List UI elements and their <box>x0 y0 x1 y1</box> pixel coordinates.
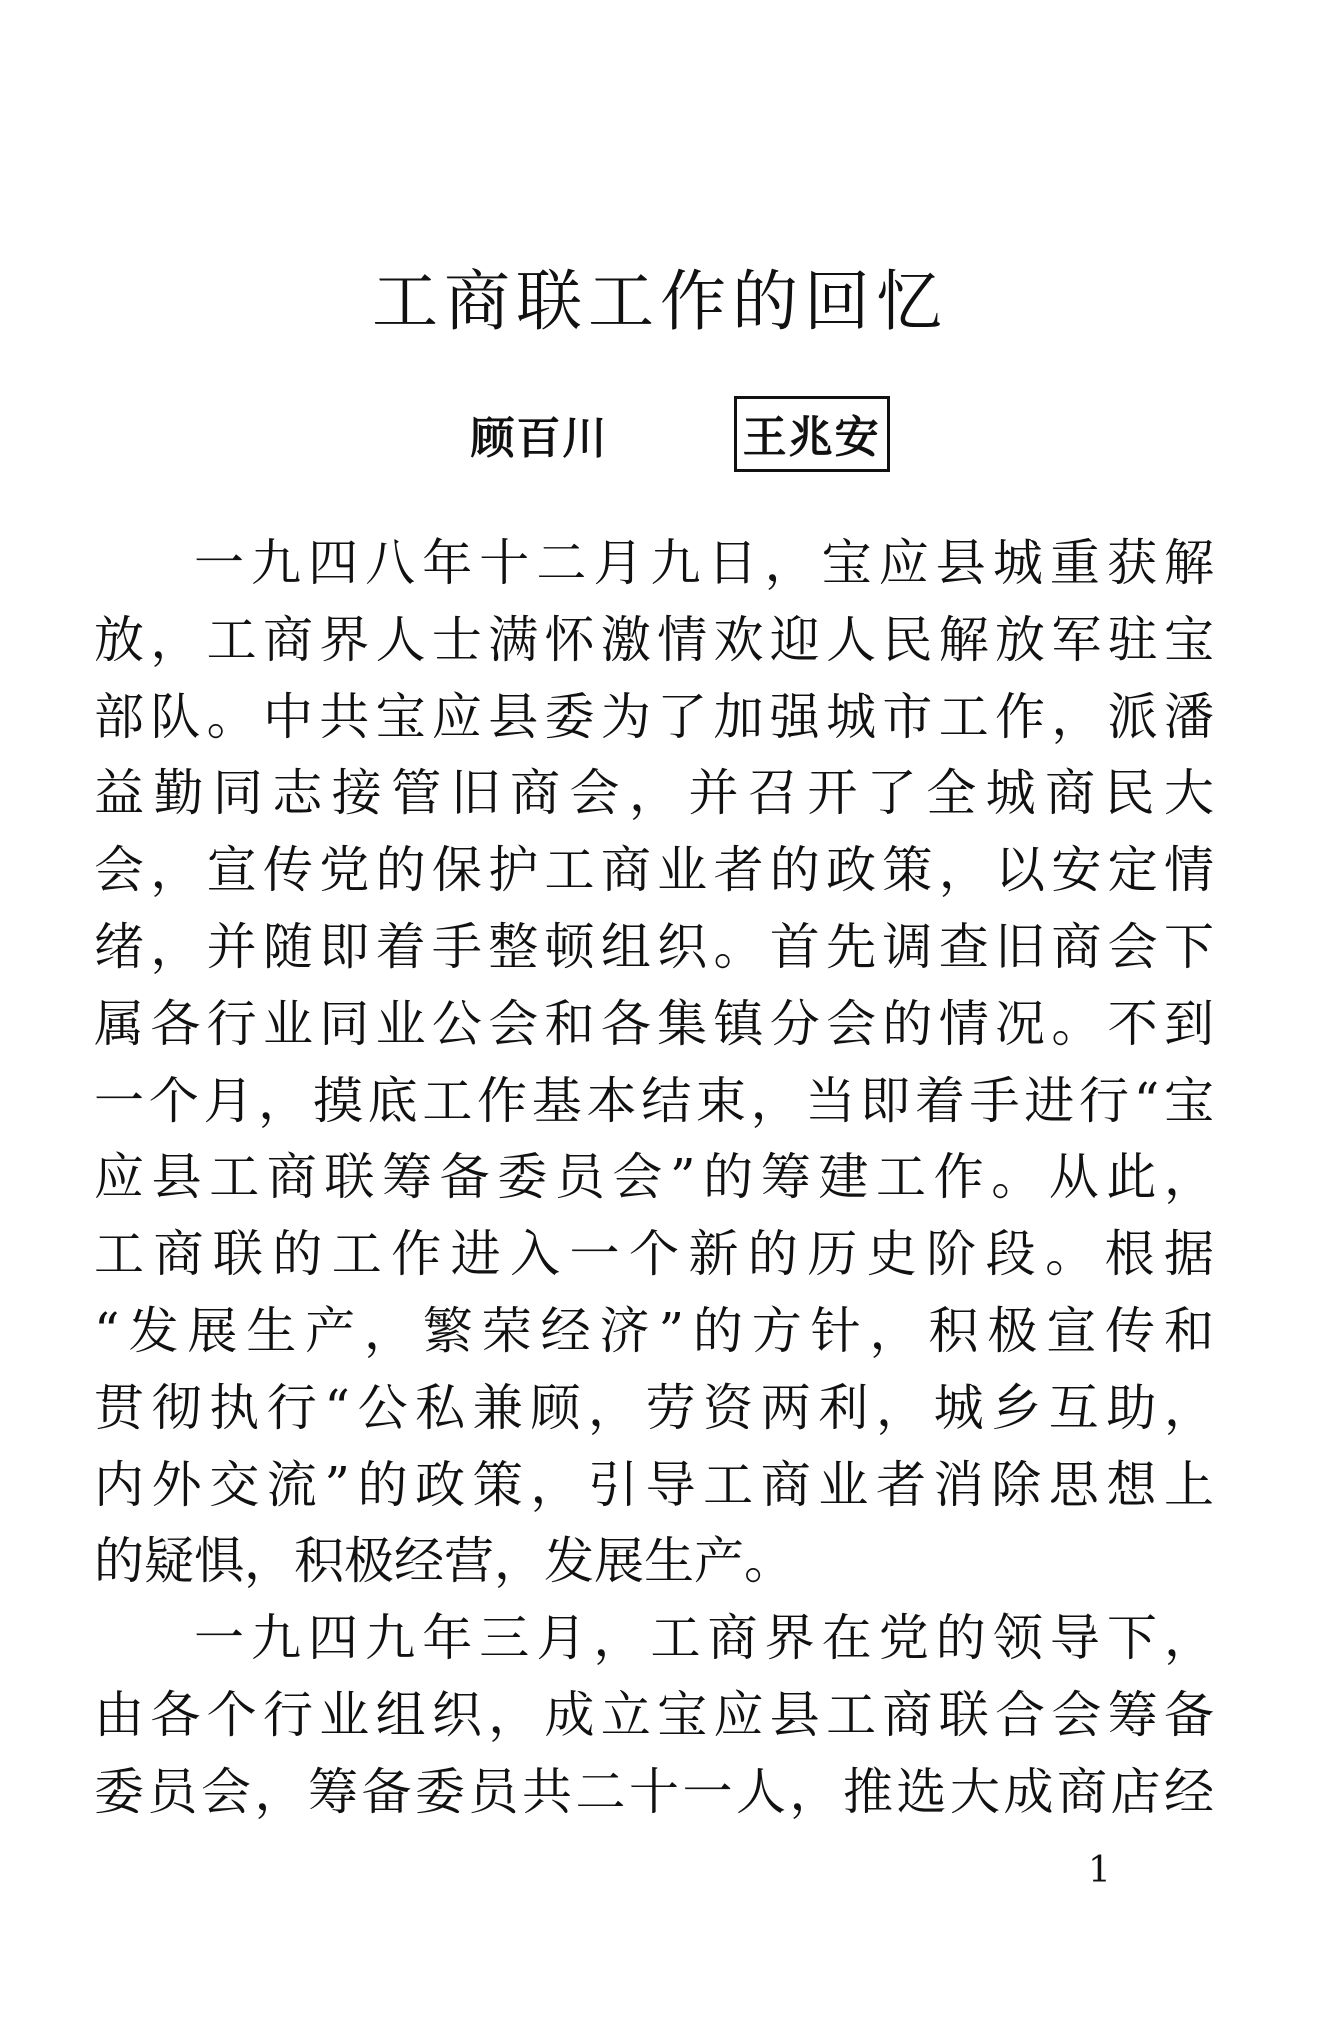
text-line: 一九四九年三月，工商界在党的领导下， <box>194 1609 1214 1668</box>
author-name-boxed: 王兆安 <box>734 396 890 472</box>
article-title: 工商联工作的回忆 <box>372 263 948 340</box>
text-line: 贯彻执行“公私兼顾，劳资两利，城乡互助， <box>94 1378 1214 1437</box>
text-line: 的疑惧，积极经营，发展生产。 <box>94 1532 794 1591</box>
text-line: 益勤同志接管旧商会，并召开了全城商民大 <box>94 764 1214 823</box>
text-line: 一九四八年十二月九日，宝应县城重获解 <box>194 534 1214 592</box>
text-line: 由各个行业组织，成立宝应县工商联合会筹备 <box>94 1685 1214 1744</box>
page-number: 1 <box>1088 1850 1111 1891</box>
text-line: 委员会，筹备委员共二十一人，推选大成商店经 <box>94 1762 1214 1821</box>
article-body <box>94 525 1214 1831</box>
text-line: 一个月，摸底工作基本结束，当即着手进行“宝 <box>94 1071 1214 1130</box>
text-line: 内外交流”的政策，引导工商业者消除思想上 <box>94 1455 1214 1514</box>
author-name: 顾百川 <box>470 413 609 464</box>
text-line: 放，工商界人士满怀激情欢迎人民解放军驻宝 <box>94 610 1214 669</box>
author-line <box>0 396 1320 472</box>
text-line: “发展生产，繁荣经济”的方针，积极宣传和 <box>94 1301 1214 1360</box>
text-line: 属各行业同业公会和各集镇分会的情况。不到 <box>94 994 1214 1053</box>
text-line: 部队。中共宝应县委为了加强城市工作，派潘 <box>94 687 1214 746</box>
text-line: 会，宣传党的保护工商业者的政策，以安定情 <box>94 841 1214 900</box>
text-line: 工商联的工作进入一个新的历史阶段。根据 <box>94 1225 1214 1284</box>
text-line: 绪，并随即着手整顿组织。首先调查旧商会下 <box>94 917 1214 976</box>
text-line: 应县工商联筹备委员会”的筹建工作。从此， <box>94 1148 1214 1207</box>
